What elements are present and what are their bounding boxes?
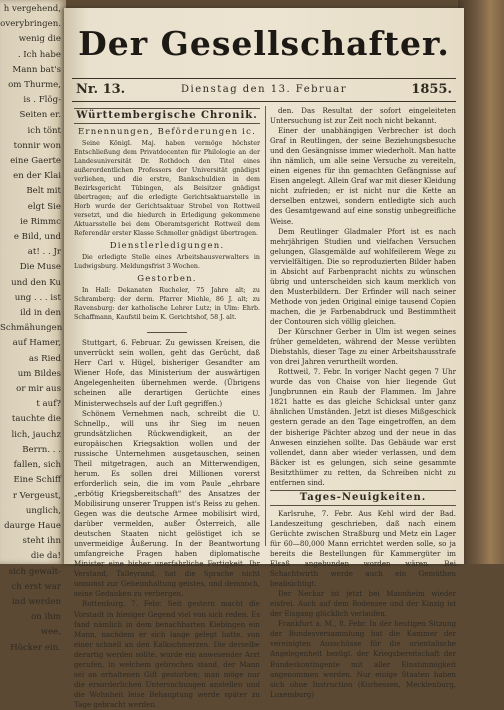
left-page-line: on ihm xyxy=(31,612,61,623)
left-page-line: tonnir won xyxy=(13,140,61,151)
left-page-line: auf Hamer, xyxy=(12,338,61,349)
paragraph: Rottweil, 7. Febr. In voriger Nacht gegen 7 Uhr wurde das von Chaise von hier liegende Gut Jungbrunnen ein Raub der Flammen. Im Jahre 1821 hatte es das gleiche Schicksal unter ganz ähnlichen Umständen. Jetzt ist dieses Mißgeschick gestern gerade an den Tage eingetroffen, an dem der bisherige Pächter abzog und der neue in das Anwesen einziehen sollte. Das Gebäude war erst vollendet, dann aber wieder verlassen, und dem Bäcker ist es gelungen, sich seine gesammte Besitzthümer zu retten, da Schreiben nicht zu entfernen sind. xyxy=(270,367,456,487)
left-page-line: Seiten er. xyxy=(19,110,61,121)
left-page-line: . Ich habe xyxy=(17,49,61,60)
left-page-line: ind werden xyxy=(11,596,61,607)
left-page-line: ild in den xyxy=(20,308,61,319)
left-page-text xyxy=(0,2,64,656)
separator xyxy=(74,326,260,336)
left-page-line: eine Gaerte xyxy=(10,156,61,167)
left-page-line: daurge Haue xyxy=(4,520,61,531)
paragraph: Einer der unabhängigen Verbrecher ist doch Graf in Reutlingen, der seine Beziehungsbesuche und den Gesängnisse immer wiederholt. Man hatte ihn nämlich, um alle seine Versuche zu vereiteln, einen eigenes für ihn gemachten Gefängnisse auf Eisen angelegt. Allein Graf war mit dieser Kleidung nicht zufrieden; er ist nicht nur die Kette an derselben entzwei, sondern entledigte sich auch des Gesamtgewand auf eine sonstig unbegreifliche Weise. xyxy=(270,126,456,226)
subheading-gestorben: Gestorben. xyxy=(137,274,197,285)
left-page-fragment xyxy=(0,0,66,653)
left-page-line: fallen, sich xyxy=(13,460,61,471)
left-page-line: unglich, xyxy=(25,505,61,516)
paragraph: In Hall: Dekanaten Rucheler, 75 Jahre alt; zu Schramberg: der derm. Pfarrer Miehle, 86 J. alt; zu Ravensburg: der katholische Lehrer Lutz; in Ulm: Ehrb. Schaffmann, Kaufstil beim K. Gerichtshof, 58 J. alt. xyxy=(74,287,260,322)
paragraph: den. Das Resultat der sofort eingeleiteten Untersuchung ist zur Zeit noch nicht bekannt. xyxy=(270,106,456,126)
column-rule xyxy=(265,106,266,546)
right-column xyxy=(270,106,456,700)
left-page-line: wenig die xyxy=(18,34,61,45)
left-page-line: tauchte die xyxy=(11,414,61,425)
paragraph: Karlsruhe, 7. Febr. Aus Kehl wird der Bad. Landeszeitung geschrieben, daß nach einem Gerüchte zwischen Straßburg und Metz ein Lager für 60—80,000 Mann errichtet werden solle, so ja bereits die Bestellungen für Kammergüter im Elsaß angebunden worden wären. Bei Schachtwirth werde auch ein Gemüthen beabsichtigt. xyxy=(270,508,456,589)
issue-year: 1855. xyxy=(411,82,452,97)
masthead-title: Der Gesellschafter. xyxy=(78,24,450,63)
paragraph: Dem Reutlinger Gladmaler Pfort ist es nach mehrjährigen Studien und vielfachen Versuchen gelungen, Glasgemälde auf wohlfeilerem Wege zu vervielfältigen. Die so reproduzierten Bilder haben in Absicht auf Farbenpracht nichts zu wünschen übrig und unterscheiden sich kaum merklich von den Musterbildern. Der Erfinder will nach seiner Methode von jeden Original einige tausend Copien machen, die je Farbenabdruck und Bestimmtheit der Contouren sich völlig gleichen. xyxy=(270,226,456,326)
left-page-line: r Vergeust, xyxy=(12,490,61,501)
left-page-line: Belt mit xyxy=(26,186,61,197)
left-page-line: Höcker ein. xyxy=(10,642,61,653)
left-page-line: elgt Sie xyxy=(27,201,61,212)
left-page-line: und den Ku xyxy=(11,277,61,288)
section-title-tages-neuigkeiten: Tages-Neuigkeiten. xyxy=(270,490,456,506)
left-page-line: Eine Schiff xyxy=(13,475,61,486)
left-page-line: steht ihn xyxy=(22,536,61,547)
left-page-line: Mann bat's xyxy=(12,64,61,75)
left-page-line: die da! xyxy=(30,551,61,562)
left-page-line: wee, xyxy=(40,627,61,638)
paragraph: Stuttgart, 6. Februar. Zu gewissen Kreisen, die unverrückt sein wollen, geht das Gerücht, daß Herr Carl v. Hügel, bisheriger Gesandter am Wiener Hofe, das Ministerium der auswärtigen Angelegenheiten übernehmen werde. (Übrigens scheinen alle derartigen Gerüchte eines Ministerwechsels auf der Luft gegriffen.) xyxy=(74,338,260,408)
subheading-ernennungen: Ernennungen, Beförderungen ic. xyxy=(78,127,256,138)
left-page-line: om Thurme, xyxy=(8,80,61,91)
paragraph: Die erledigte Stelle eines Arbeitshausverwalters in Ludwigsburg. Meldungsfrist 3 Wochen. xyxy=(74,254,260,271)
left-page-line: t auf? xyxy=(36,399,61,410)
left-column xyxy=(74,106,260,710)
left-page-line: um Bildes xyxy=(17,368,61,379)
left-page-line: ie Rimmc xyxy=(20,216,61,227)
book-binding xyxy=(458,0,504,564)
left-page-line: e Bild, und xyxy=(13,232,61,243)
issue-bar xyxy=(72,78,456,102)
subheading-dienstlerledigungen: Dienstlerledigungen. xyxy=(109,241,225,252)
paragraph: Schönem Vernehmen nach, schreibt die U. Schnellp., will uns ihr Sieg im neuen grundsätzlichen Rückwendigkeit, an der europäischen Kriegsaktion wollen und der russische Unternehmen ausgetauschen, seinen Theil mitgetragen, auch an Mitterwendigen, herum. Es sollen drei Millionen vorerst erforderlich sein, die im vom Paule „ehrbare „erbötig Kriegsbereitschaft" des Ansatzes der Mobilisirung unserer Truppen ist's Reiss zu gehen. Gegen was die deutsche Armee mobilisirt wird, darüber vermelden, außer Österreich, alle deutschen Staaten nicht gelöstiget ich se unvermeidige Äußerung. In der Beantwortung umfangreiche Fragen haben diplomatische Minister eine bisher unerfahrliche Fertigkeit. Ihr Verstand, Talleyrand, hat die Sprache nicht umsonst zur Geheimhaltung geistes, und demnoch, seine Gedanken zu verbergen. xyxy=(74,408,260,599)
left-page-line: Die Muse xyxy=(19,262,61,273)
paragraph: Seine Königl. Maj. haben vermöge höchster Entschließung dem Privatdocenten für Philologie an der Landesuniversität Dr. Rothdoch den Titel eines außerordentlichen Professors der Universität gnädigst verliehen, und die erstre, Bankschuldien in dem Bezirksgericht Tübingen, als Beisitzer gnädigst übertragen; auf die erledigte Gerichtsaktuarstelle in Horb wurde der Gerichtsaktuar Strobel von Rottweil versetzt, und die hiedurch in Erledigung gekommene Aktuarsstelle bei dem Oberamtsgericht Rottweil dem Referendär erster Klasse Schmoller gnädigst übertragen. xyxy=(74,140,260,238)
left-page-line: overybringen. xyxy=(0,19,61,30)
newspaper-page xyxy=(64,8,464,709)
paragraph: Der Neckar ist jetzt bei Mannheim wieder eisfrei. Auch auf dem Bodensee und der Kinzig ist der Eisgang glücklich verlaufen. xyxy=(270,589,456,619)
paragraph: Rottenburg, 7. Febr. Seit gestern macht die Vorstadt in hiesiger Gegend viel von sich reden. Es fand nämlich in dem benachbarten Kiebingen ein Mann, nachdem er sich lange gelegt hatte, von einer schnell an den Kalkschmerzen. Die derselbe derartig werden sollte, wurde ein anwesender Arzt gerufen, in welchem gebrochen stand, der Mann sei an erhaltenen Gift gestorben; man möge nur die ersorderlichen Untersuchungen anstellen und die Wohnheit leise Behauptung werde später zu Tage gebracht werden. xyxy=(74,599,260,709)
section-title-chronik: Württembergische Chronik. xyxy=(74,108,260,124)
left-page-line: sich gewalt- xyxy=(8,566,61,577)
left-page-line: as Ried xyxy=(28,353,61,364)
paragraph: Frankfurt a. M., 8. Febr. In der heutigen Sitzung der Bundesversammlung hat die Kammer der vereinigten Ausschüsse für die orientalische Angelegenheit bezügl. der Kriegsbereitschaft der Bundeskontingente mit aller Einstimmigkeit angenommen werden. Nur einige Staaten haben sich ohne Instruction (Kurhessen, Mecklenburg, Luxemburg) xyxy=(270,619,456,699)
left-page-line: lich, jauchz xyxy=(11,429,61,440)
left-page-line: ung . . . ist xyxy=(14,292,61,303)
left-page-line: ich tönt xyxy=(27,125,61,136)
left-page-line: or mir aus xyxy=(16,384,61,395)
left-page-line: at! . . Jr xyxy=(27,247,61,258)
left-page-line: ch erst war xyxy=(11,581,61,592)
left-page-line: Berrn. . . xyxy=(22,444,61,455)
paragraph: Der Kürschner Gerber in Ulm ist wegen seines früher gemeldeten, während der Messe verübten Diebstahls, dieser Tage zu einer Arbeitshausstrafe von drei Jahren verurtheilt worden. xyxy=(270,327,456,367)
left-page-line: is . Flög- xyxy=(23,95,61,106)
left-page-line: en der Klai xyxy=(13,171,61,182)
issue-number: Nr. 13. xyxy=(76,82,126,97)
left-page-line: Schmähungen xyxy=(0,323,63,334)
issue-date: Dienstag den 13. Februar xyxy=(181,84,347,95)
left-page-line: h vergehend, xyxy=(3,4,61,14)
